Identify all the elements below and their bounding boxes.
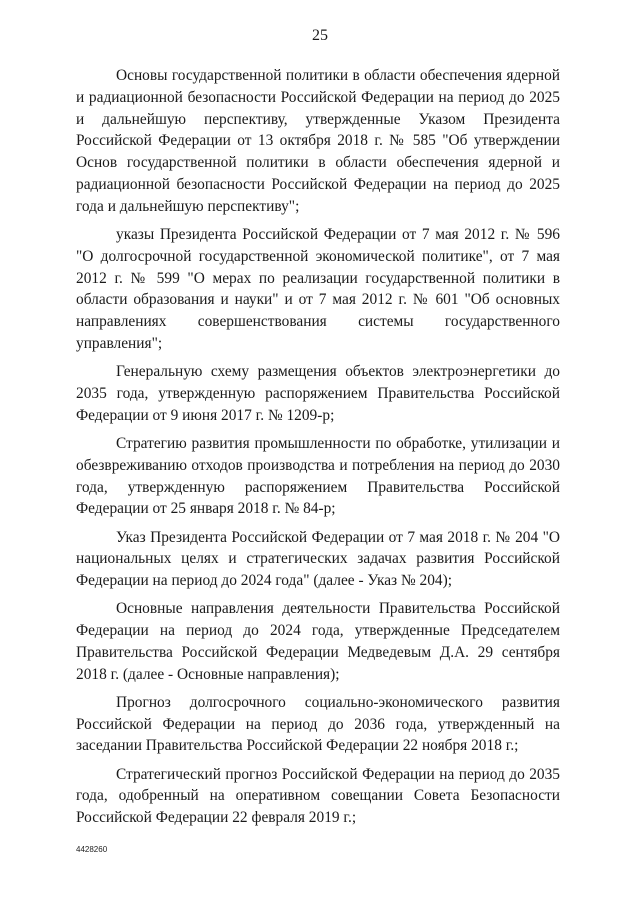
document-code: 4428260 [76,845,108,854]
paragraph-presidential-decrees-2012: указы Президента Российской Федерации от 7 мая 2012 г. № 596 "О долгосрочной государственной экономической политике", от 7 мая 2012 г. № 599 "О мерах по реализации государственной политики в области образования и науки" и от 7 мая 2012 г. № 601 "Об основных направлениях совершенствования системы государственного управления"; [76,225,560,352]
paragraph-strategic-forecast: Стратегический прогноз Российской Федерации на период до 2035 года, одобренный на оперативном совещании Совета Безопасности Российской Федерации 22 февраля 2019 г.; [76,765,560,827]
paragraph-nuclear-safety-basics: Основы государственной политики в области обеспечения ядерной и радиационной безопасности Российской Федерации на период до 2025 и дальнейшую перспективу, утвержденные Указом Президента Российской Федерации от 13 октября 2018 г. № 585 "Об утверждении Основ государственной политики в области обеспечения ядерной и радиационной безопасности Российской Федерации на период до 2025 года и дальнейшую перспективу"; [76,67,560,215]
paragraph-government-main-directions: Основные направления деятельности Правительства Российской Федерации на период до 2024 года, утвержденные Председателем Правительства Российской Федерации Медведевым Д.А. 29 сентября 2018 г. (далее - Основные направления); [76,600,560,683]
document-body [76,65,560,829]
paragraph-long-term-forecast: Прогноз долгосрочного социально-экономического развития Российской Федерации на период до 2036 года, утвержденный на заседании Правительства Российской Федерации 22 ноября 2018 г.; [76,693,560,755]
paragraph-decree-204: Указ Президента Российской Федерации от 7 мая 2018 г. № 204 "О национальных целях и стратегических задачах развития Российской Федерации на период до 2024 года" (далее - Указ № 204); [76,528,560,590]
paragraph-waste-industry-strategy: Стратегию развития промышленности по обработке, утилизации и обезвреживанию отходов производства и потребления на период до 2030 года, утвержденную распоряжением Правительства Российской Федерации от 25 января 2018 г. № 84-р; [76,434,560,518]
paragraph-power-facilities-scheme: Генеральную схему размещения объектов электроэнергетики до 2035 года, утвержденную распоряжением Правительства Российской Федерации от 9 июня 2017 г. № 1209-р; [76,363,560,424]
page-number: 25 [312,27,328,44]
